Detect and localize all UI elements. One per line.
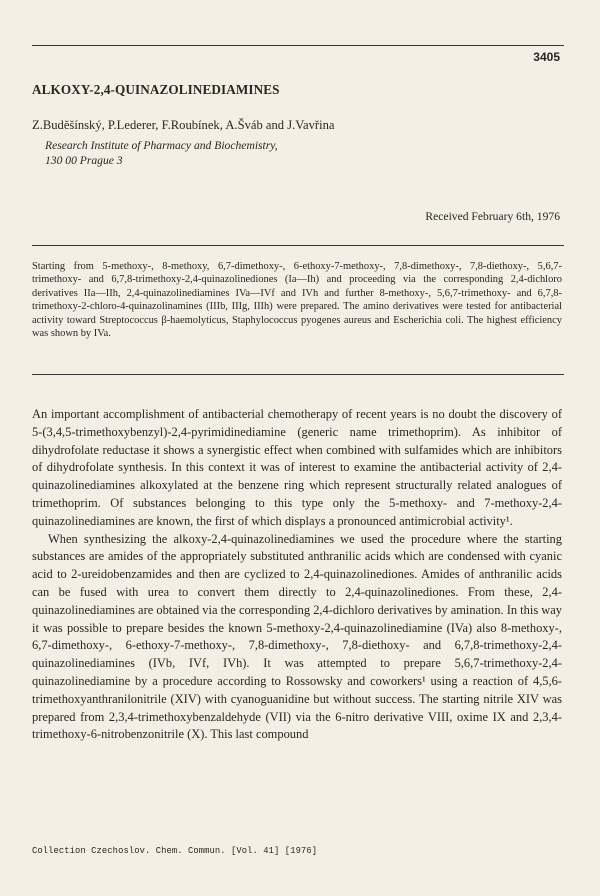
body-paragraph-1: An important accomplishment of antibacterial chemotherapy of recent years is no doubt the discovery of 5-(3,4,5-trimethoxybenzyl)-2,4-pyrimidinediamine (generic name trimethoprim). As inhibitor of dihydrofolate reductase it shows a synergistic effect when combined with sulfamides which are inhibitors of dihydrofolate synthesis. In this context it was of interest to examine the antibacterial activity of 2,4-quinazolinediamines alkoxylated at the benzene ring which represent structurally related analogues of trimethoprim. Of substances belonging to this type only the 5-methoxy- and 7-methoxy-2,4-quinazolinediamines are known, the first of which displays a pronounced antimicrobial activity¹. [32, 407, 562, 528]
abstract: Starting from 5-methoxy-, 8-methoxy, 6,7-dimethoxy-, 6-ethoxy-7-methoxy-, 7,8-dimethoxy-, 7,8-diethoxy-, 5,6,7-trimethoxy- and 6,7,8-trimethoxy-2,4-quinazolinediones (Ia—Ih) and proceeding via the corresponding 2,4-dichloro derivatives IIa—IIh, 2,4-quinazolinediamines IVa—IVf and IVh and further 8-methoxy-, 5,6,7-trimethoxy- and 6,7,8-trimethoxy-2-chloro-4-quinazolinamines (IIIb, IIIg, IIIh) were prepared. The amino derivatives were tested for antibacterial activity toward Streptococcus β-haemolyticus, Staphylococcus pyogenes aureus and Escherichia coli. The highest efficiency was shown by IVa. [32, 261, 562, 340]
author-list: Z.Budĕšínský, P.Lederer, F.Roubínek, A.Šváb and J.Vavřina [32, 118, 335, 132]
body-paragraph-2: When synthesizing the alkoxy-2,4-quinazolinediamines we used the procedure where the starting substances are amides of the appropriately substituted anthranilic acids which are condensed with cyanic acid to 2-ureidobenzamides and then are cyclized to 2,4-quinazolinediones. Amides of anthranilic acids can be fused with urea to convert them directly to 2,4-quinazolinediones. From these, 2,4-quinazolinediamines are obtained via the corresponding 2,4-dichloro derivatives by amination. In this way it was possible to prepare besides the known 5-methoxy-2,4-quinazolinediamine (IVa) also 8-methoxy-, 6,7-dimethoxy-, 6-ethoxy-7-methoxy-, 7,8-dimethoxy-, 7,8-diethoxy- and 6,7,8-trimethoxy-2,4-quinazolinediamines (IVb, IVf, IVh). It was attempted to prepare 5,6,7-trimethoxy-2,4-quinazolinediamine by a procedure according to Rossowsky and coworkers¹ using a reaction of 4,5,6-trimethoxyanthranilonitrile (XIV) with cyanoguanidine but without success. The starting nitrile XIV was prepared from 2,3,4-trimethoxybenzaldehyde (VII) via the 6-nitro derivative VIII, oxime IX and 2,3,4-trimethoxy-6-nitrobenzonitrile (X). This last compound [32, 531, 562, 742]
journal-footer: Collection Czechoslov. Chem. Commun. [Vol. 41] [1976] [32, 846, 318, 856]
article-title: ALKOXY-2,4-QUINAZOLINEDIAMINES [32, 82, 280, 97]
page-number: 3405 [533, 50, 560, 64]
body-text [32, 406, 562, 744]
abstract-bottom-rule [32, 374, 564, 375]
received-date: Received February 6th, 1976 [425, 210, 560, 223]
top-rule [32, 45, 564, 46]
abstract-top-rule [32, 245, 564, 246]
affiliation-line-1: Research Institute of Pharmacy and Biochemistry, [45, 139, 278, 152]
affiliation-line-2: 130 00 Prague 3 [45, 154, 123, 167]
